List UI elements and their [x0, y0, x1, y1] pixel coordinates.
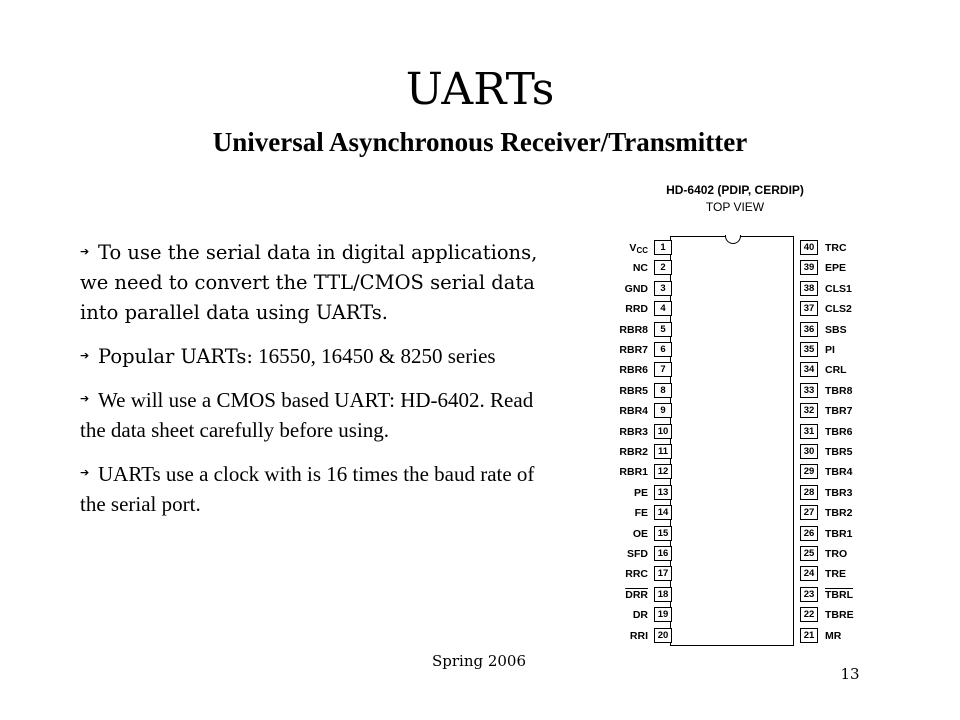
pin-row-right	[590, 322, 880, 340]
pin-row-right	[590, 546, 880, 564]
pin-number: 37	[800, 301, 818, 316]
pin-row-right	[590, 566, 880, 584]
bullet-item	[80, 342, 560, 371]
pin-name: TBR3	[825, 486, 853, 499]
pin-name: RBR3	[619, 425, 648, 438]
pin-name: RRD	[625, 303, 648, 316]
pin-row-right	[590, 342, 880, 360]
pin-number: 28	[800, 485, 818, 500]
bullet-list	[80, 238, 560, 533]
pin-row-right	[590, 260, 880, 278]
pin-row-right	[590, 281, 880, 299]
pin-number: 13	[654, 485, 672, 500]
pin-name: TBRE	[825, 609, 854, 622]
pin-number: 31	[800, 424, 818, 439]
pin-name: RBR6	[619, 364, 648, 377]
pin-name: OE	[632, 527, 648, 540]
pin-name: RBR1	[619, 466, 648, 479]
pin-name: RBR8	[619, 323, 648, 336]
pin-name: TRC	[825, 242, 847, 254]
pin-row-right	[590, 464, 880, 482]
pin-row-right	[590, 444, 880, 462]
pin-row-right	[590, 526, 880, 544]
slide-title: UARTs	[405, 64, 555, 115]
bullet-text: To use the serial data in digital applications, we need to convert the TTL/CMOS serial data into parallel data using UARTs.	[80, 241, 538, 324]
pin-number: 5	[654, 322, 672, 337]
bullet-lead: Popular UARTs:	[98, 345, 253, 368]
pin-number: 29	[800, 464, 818, 479]
pin-name: EPE	[825, 262, 847, 275]
pin-name: CLS1	[825, 282, 852, 295]
pin-number: 16	[654, 546, 672, 561]
arrow-bullet-icon: ➔	[80, 392, 90, 405]
pin-name: RRC	[625, 568, 648, 581]
chip-heading: HD-6402 (PDIP, CERDIP)	[666, 183, 804, 197]
pin-name: CRL	[825, 364, 847, 377]
pin-number: 12	[654, 464, 672, 479]
bullet-item	[80, 459, 560, 519]
pin-name: NC	[632, 262, 648, 275]
pin-number: 22	[800, 607, 818, 622]
pin-name: RBR2	[619, 446, 648, 458]
pin-row-right	[590, 424, 880, 442]
pin-name: DR	[632, 609, 648, 622]
pin-row-right	[590, 505, 880, 523]
pin-number: 24	[800, 566, 818, 581]
pin-name: VCC	[629, 242, 648, 255]
pin-number: 21	[800, 628, 818, 643]
pin-row-right	[590, 587, 880, 605]
pin-number: 20	[654, 628, 672, 643]
pin-number: 26	[800, 526, 818, 541]
slide-subtitle: Universal Asynchronous Receiver/Transmitter	[212, 127, 748, 157]
chip-view-label: TOP VIEW	[705, 200, 765, 214]
pin-name: GND	[624, 282, 648, 295]
pin-number: 35	[800, 342, 818, 357]
pin-name: PE	[633, 486, 648, 499]
bullet-text: We will use a CMOS based UART: HD-6402. Read the data sheet carefully before using.	[80, 388, 534, 442]
pin-name: RBR5	[619, 384, 648, 397]
pin-name: TBR4	[825, 466, 853, 479]
pin-name: RRI	[629, 629, 648, 642]
pin-row-right	[590, 403, 880, 421]
pin-name: PI	[825, 344, 835, 356]
pin-number: 2	[654, 260, 672, 275]
pin-name: TBR7	[825, 405, 853, 418]
bullet-text: UARTs use a clock with is 16 times the baud rate of the serial port.	[80, 462, 535, 516]
pin-name: TBR2	[825, 507, 853, 520]
pin-number: 7	[654, 362, 672, 377]
pin-name: SBS	[825, 323, 847, 336]
pin-number: 10	[654, 424, 672, 439]
pin-number: 9	[654, 403, 672, 418]
pin-name: RBR4	[619, 405, 648, 418]
pin-number: 4	[654, 301, 672, 316]
pin-number: 36	[800, 322, 818, 337]
pin-name: TRO	[825, 548, 848, 560]
bullet-item	[80, 238, 560, 328]
pin-number: 6	[654, 342, 672, 357]
pin-name: TBR8	[825, 384, 853, 397]
arrow-bullet-icon: ➔	[80, 349, 90, 362]
pin-number: 38	[800, 281, 818, 296]
pin-number: 32	[800, 403, 818, 418]
pin-name: TBR5	[825, 446, 853, 458]
pin-number: 19	[654, 607, 672, 622]
pin-name: TBRL	[825, 588, 853, 601]
pin-number: 11	[654, 444, 672, 459]
pin-row-right	[590, 628, 880, 646]
pin-name: RBR7	[619, 344, 648, 356]
footer-date: Spring 2006	[431, 652, 527, 670]
pin-name: SFD	[627, 548, 648, 560]
bullet-rest: 16550, 16450 & 8250 series	[252, 344, 496, 368]
pin-number: 18	[654, 587, 672, 602]
pin-number: 27	[800, 505, 818, 520]
arrow-bullet-icon: ➔	[80, 466, 90, 479]
pin-name: $\overline{DRR}$	[625, 588, 648, 601]
pin-name: TRE	[825, 568, 846, 581]
pin-name: FE	[634, 507, 648, 520]
pin-name: TBR6	[825, 425, 853, 438]
pin-row-right	[590, 301, 880, 319]
bullet-item	[80, 385, 560, 445]
pin-number: 17	[654, 566, 672, 581]
pin-number: 40	[800, 240, 818, 255]
pin-number: 3	[654, 281, 672, 296]
pin-row-right	[590, 240, 880, 258]
pin-row-right	[590, 383, 880, 401]
arrow-bullet-icon: ➔	[80, 245, 90, 258]
pin-number: 30	[800, 444, 818, 459]
pin-number: 8	[654, 383, 672, 398]
pin-number: 1	[654, 240, 672, 255]
pin-name: TBR1	[825, 527, 853, 540]
pin-number: 33	[800, 383, 818, 398]
pin-number: 34	[800, 362, 818, 377]
pin-number: 39	[800, 260, 818, 275]
pin-name: MR	[825, 629, 842, 642]
pin-name: CLS2	[825, 303, 852, 316]
chip-pinout-diagram	[590, 180, 880, 650]
pin-row-right	[590, 607, 880, 625]
pin-number: 23	[800, 587, 818, 602]
pin-number: 14	[654, 505, 672, 520]
bullet-text	[80, 342, 560, 371]
pin-number: 25	[800, 546, 818, 561]
pin-row-right	[590, 485, 880, 503]
pin-number: 15	[654, 526, 672, 541]
pin-row-right	[590, 362, 880, 380]
page-number: 13	[840, 665, 860, 683]
